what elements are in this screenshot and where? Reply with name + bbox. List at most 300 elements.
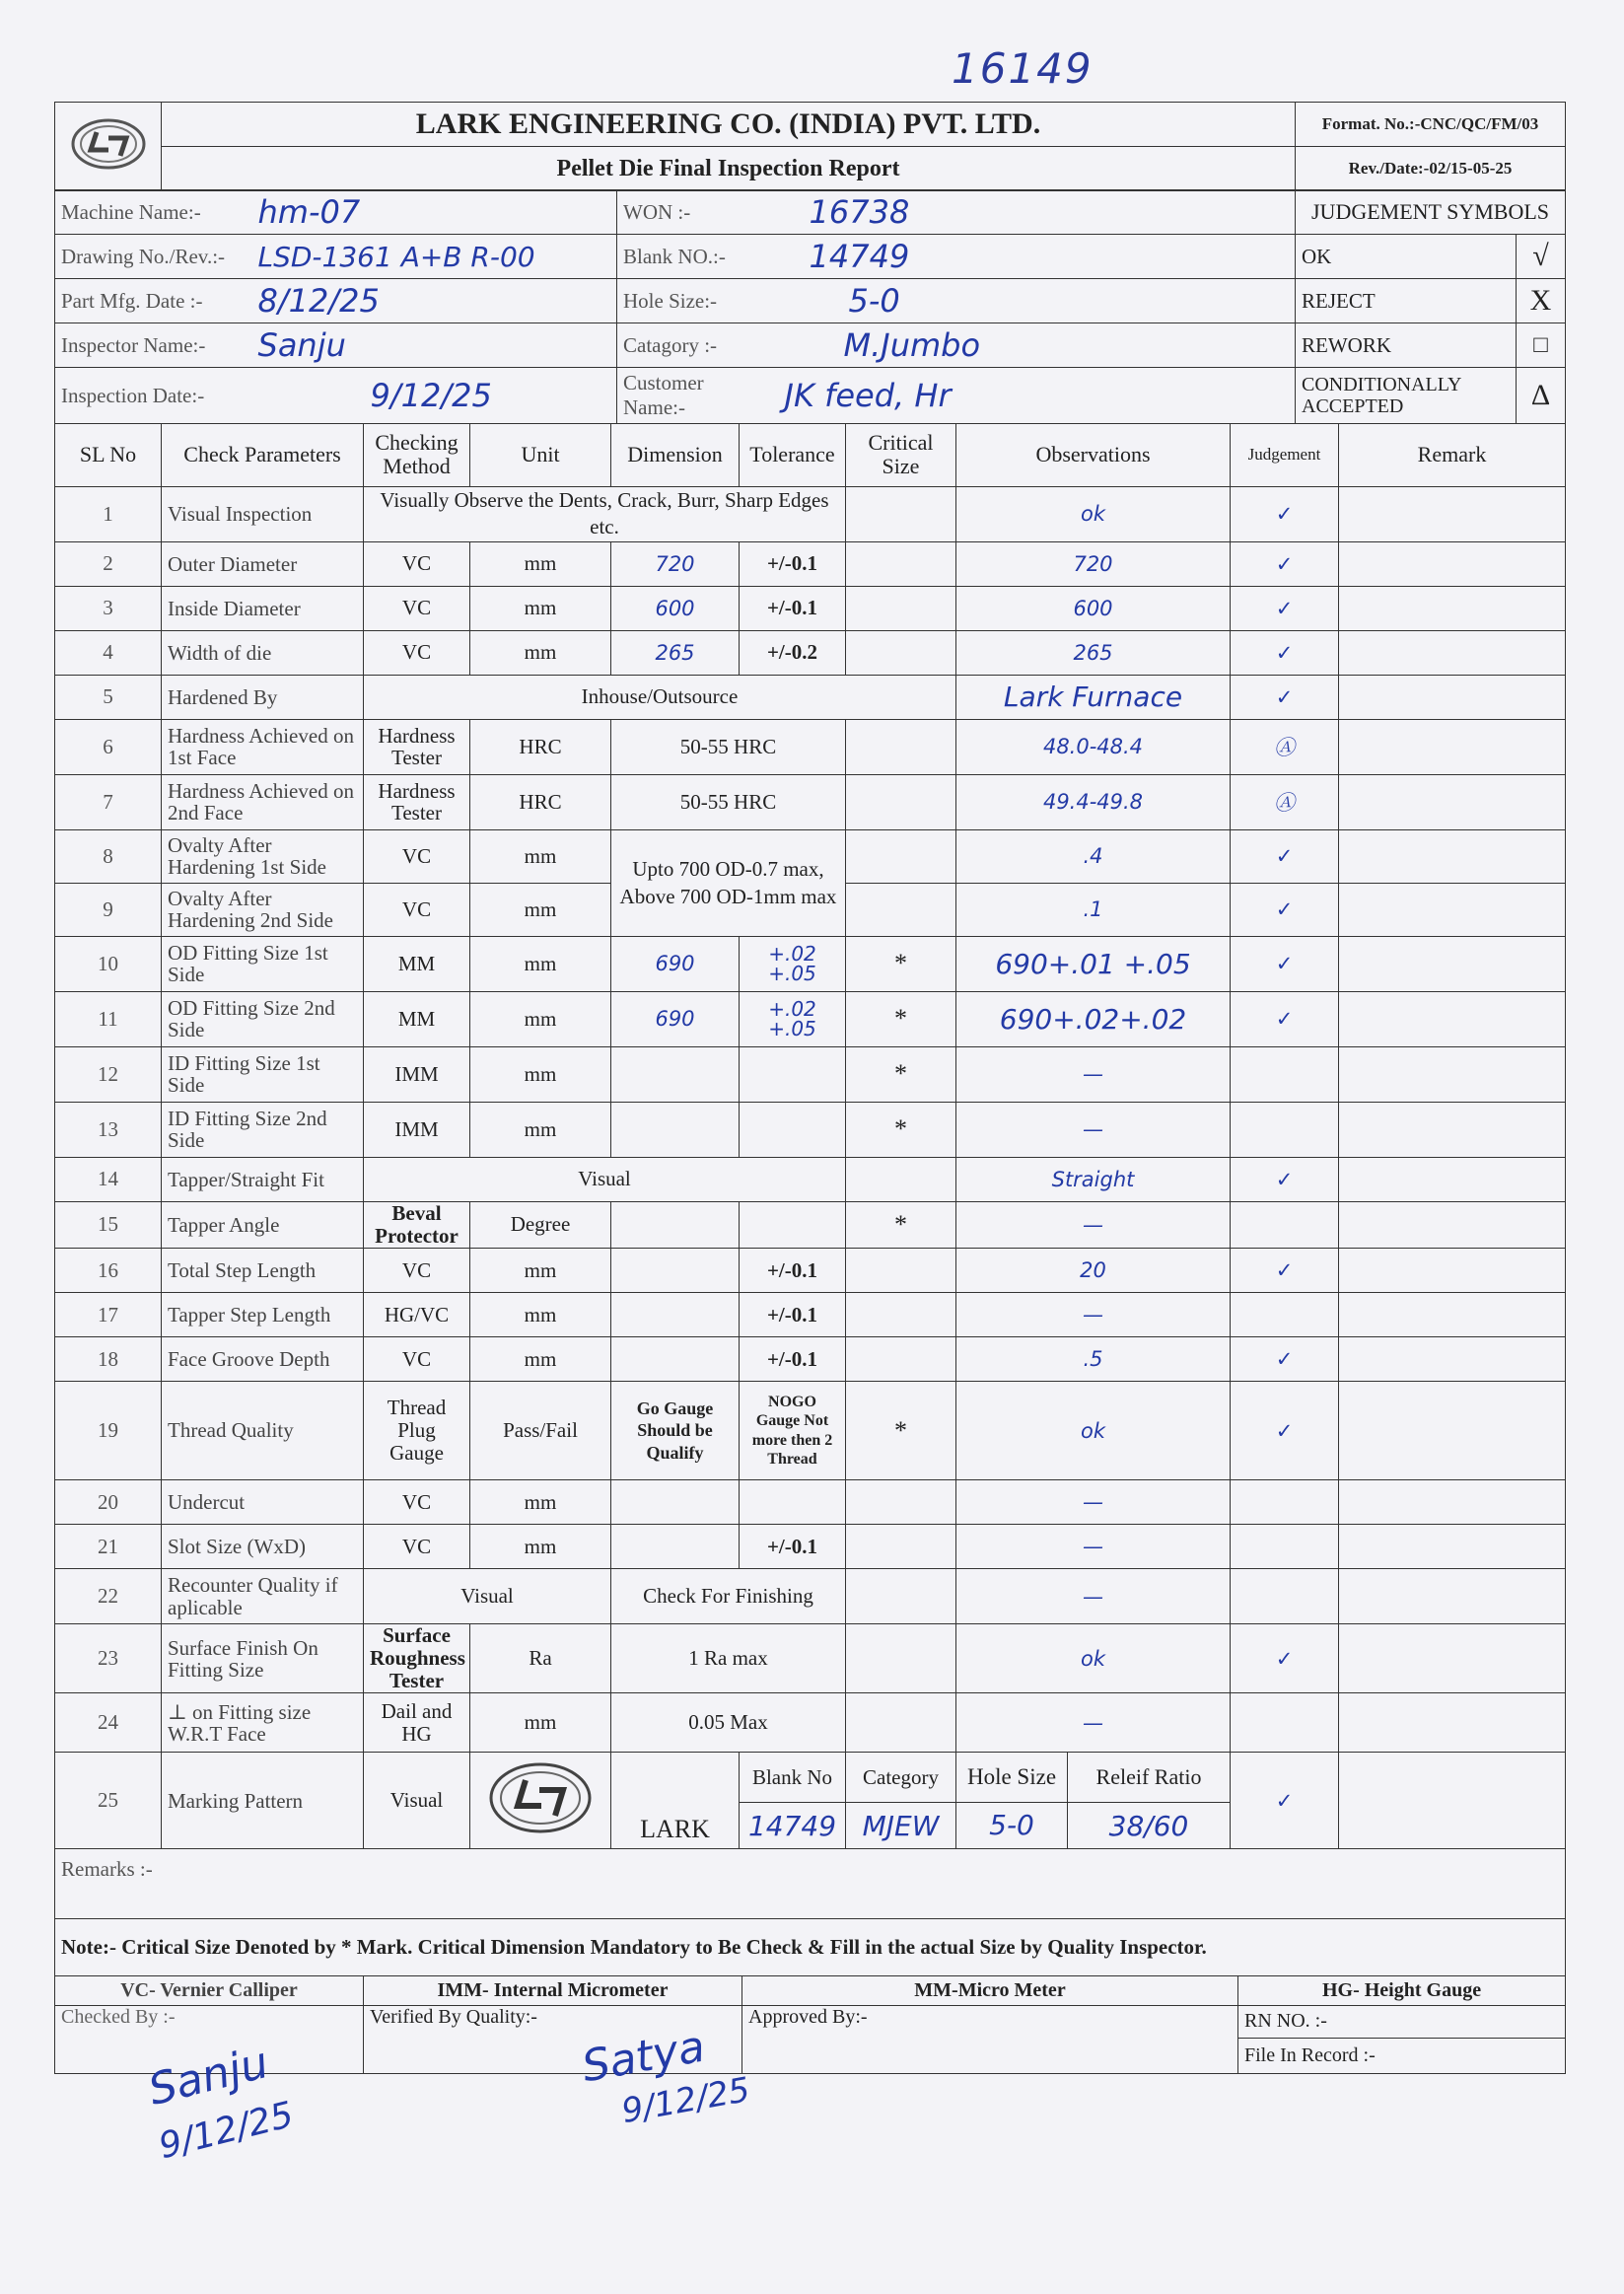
judgement-rework-symbol: □ xyxy=(1517,323,1566,368)
table-row xyxy=(55,1337,1566,1382)
table-row xyxy=(55,719,1566,774)
table-row xyxy=(55,1624,1566,1693)
table-row xyxy=(55,829,1566,883)
row-unit: mm xyxy=(470,936,611,991)
row-param: Face Groove Depth xyxy=(162,1337,364,1382)
row-param: Surface Finish On Fitting Size xyxy=(162,1624,364,1693)
row-observation: Straight xyxy=(956,1157,1231,1201)
row-method: VC xyxy=(364,1337,470,1382)
row-critical xyxy=(846,1624,956,1693)
row-tolerance: NOGO Gauge Not more then 2 Thread xyxy=(740,1382,846,1480)
row-dimension: 690 xyxy=(611,936,740,991)
table-row xyxy=(55,991,1566,1046)
row-remark xyxy=(1339,883,1566,936)
drawing-label: Drawing No./Rev.:- xyxy=(55,235,252,279)
row-observation: 49.4-49.8 xyxy=(956,774,1231,829)
col-dimension: Dimension xyxy=(611,423,740,486)
row-observation: 48.0-48.4 xyxy=(956,719,1231,774)
row-critical: * xyxy=(846,991,956,1046)
row-judgement: ✓ xyxy=(1231,936,1339,991)
row-dimension xyxy=(611,1525,740,1569)
row-critical xyxy=(846,1693,956,1753)
row-method: VC xyxy=(364,1480,470,1525)
row-remark xyxy=(1339,1249,1566,1293)
table-row xyxy=(55,486,1566,541)
customer-value: JK feed, Hr xyxy=(765,368,1296,424)
row-remark xyxy=(1339,1157,1566,1201)
table-row xyxy=(55,1102,1566,1157)
row-dimension xyxy=(611,1102,740,1157)
col-method: Checking Method xyxy=(364,423,470,486)
row-observation: — xyxy=(956,1293,1231,1337)
category-value: M.Jumbo xyxy=(765,323,1296,368)
critical-size-note: Note:- Critical Size Denoted by * Mark. Critical Dimension Mandatory to Be Check & Fill in the actual Size by Quality Inspector. xyxy=(55,1918,1566,1975)
blank-value: 14749 xyxy=(765,235,1296,279)
judgement-ok-label: OK xyxy=(1296,235,1517,279)
row-judgement: ✓ xyxy=(1231,829,1339,883)
row-tolerance: +/-0.2 xyxy=(740,630,846,675)
table-row xyxy=(55,1525,1566,1569)
row-sl: 13 xyxy=(55,1102,162,1157)
row-unit: mm xyxy=(470,1293,611,1337)
row-observation: 600 xyxy=(956,586,1231,630)
row-remark xyxy=(1339,774,1566,829)
row-observation: ok xyxy=(956,1382,1231,1480)
row-remark xyxy=(1339,1525,1566,1569)
marking-blank-header: Blank No xyxy=(740,1753,846,1803)
col-judgement: Judgement xyxy=(1231,423,1339,486)
info-table xyxy=(54,189,1566,424)
handwritten-report-number: 16149 xyxy=(952,44,1094,93)
col-sl: SL No xyxy=(55,423,162,486)
row-sl: 4 xyxy=(55,630,162,675)
row-param: Inside Diameter xyxy=(162,586,364,630)
row-observation: — xyxy=(956,1046,1231,1102)
table-row xyxy=(55,774,1566,829)
table-row xyxy=(55,1480,1566,1525)
row-observation: ok xyxy=(956,1624,1231,1693)
row-tolerance xyxy=(740,1201,846,1248)
row-judgement xyxy=(1231,1201,1339,1248)
lark-logo-icon xyxy=(69,116,148,172)
row-remark xyxy=(1339,1382,1566,1480)
row-dimension xyxy=(611,1201,740,1248)
format-number: Format. No.:-CNC/QC/FM/03 xyxy=(1296,103,1566,147)
row-critical: * xyxy=(846,1102,956,1157)
row-critical xyxy=(846,486,956,541)
marking-ratio-header: Releif Ratio xyxy=(1095,1764,1202,1790)
row-param: Width of die xyxy=(162,630,364,675)
col-unit: Unit xyxy=(470,423,611,486)
rev-date: Rev./Date:-02/15-05-25 xyxy=(1296,147,1566,191)
company-name: LARK ENGINEERING CO. (INDIA) PVT. LTD. xyxy=(162,103,1296,147)
row-observation: 20 xyxy=(956,1249,1231,1293)
row-dimension: 0.05 Max xyxy=(611,1693,846,1753)
row-tolerance: +.02 +.05 xyxy=(740,991,846,1046)
row-param: OD Fitting Size 2nd Side xyxy=(162,991,364,1046)
row-observation: — xyxy=(956,1525,1231,1569)
col-critical: Critical Size xyxy=(846,423,956,486)
row-remark xyxy=(1339,1480,1566,1525)
row-critical xyxy=(846,1157,956,1201)
row-dimension xyxy=(611,1249,740,1293)
row-observation: — xyxy=(956,1480,1231,1525)
judgement-cond-label: CONDITIONALLY ACCEPTED xyxy=(1296,368,1517,424)
row-sl: 8 xyxy=(55,829,162,883)
row-method: HG/VC xyxy=(364,1293,470,1337)
row-method-span: Visual xyxy=(364,1157,846,1201)
row-unit: mm xyxy=(470,1249,611,1293)
row-judgement xyxy=(1231,1525,1339,1569)
row-param: OD Fitting Size 1st Side xyxy=(162,936,364,991)
rn-no-label: RN NO. :- xyxy=(1238,2005,1566,2038)
row-method: Beval Protector xyxy=(364,1201,470,1248)
row-method: Hardness Tester xyxy=(364,774,470,829)
machine-name-value: hm-07 xyxy=(252,190,617,235)
row-method: VC xyxy=(364,829,470,883)
column-header-row xyxy=(55,423,1566,486)
machine-name-label: Machine Name:- xyxy=(55,190,252,235)
row-critical xyxy=(846,1293,956,1337)
row-observation: — xyxy=(956,1569,1231,1624)
row-remark xyxy=(1339,719,1566,774)
row-observation: 265 xyxy=(956,630,1231,675)
row-dimension: 50-55 HRC xyxy=(611,719,846,774)
row-observation: — xyxy=(956,1102,1231,1157)
row-unit: mm xyxy=(470,1525,611,1569)
row-sl: 3 xyxy=(55,586,162,630)
inspector-label: Inspector Name:- xyxy=(55,323,252,368)
row-critical xyxy=(846,1249,956,1293)
judgement-reject-symbol: X xyxy=(1517,279,1566,323)
row-param: Outer Diameter xyxy=(162,541,364,586)
row-sl: 18 xyxy=(55,1337,162,1382)
row-tolerance xyxy=(740,1046,846,1102)
row-method: Dail and HG xyxy=(364,1693,470,1753)
row-judgement: ✓ xyxy=(1231,1157,1339,1201)
row-dimension xyxy=(611,1480,740,1525)
row-remark xyxy=(1339,1693,1566,1753)
row-unit: mm xyxy=(470,1046,611,1102)
row-method-span: Inhouse/Outsource xyxy=(364,675,956,719)
footer-table xyxy=(54,1848,1566,2074)
row-sl: 23 xyxy=(55,1624,162,1693)
row-dimension xyxy=(611,1337,740,1382)
row-param: Hardness Achieved on 2nd Face xyxy=(162,774,364,829)
row-method-span: Visual xyxy=(364,1569,611,1624)
row-judgement: ✓ xyxy=(1231,630,1339,675)
row-param: Tapper/Straight Fit xyxy=(162,1157,364,1201)
row-dimension: 50-55 HRC xyxy=(611,774,846,829)
row-unit: Degree xyxy=(470,1201,611,1248)
row-observation: 690+.01 +.05 xyxy=(956,936,1231,991)
row-remark xyxy=(1339,1201,1566,1248)
part-mfg-value: 8/12/25 xyxy=(252,279,617,323)
row-unit: mm xyxy=(470,829,611,883)
marking-category-header: Category xyxy=(846,1753,956,1803)
judgement-cond-symbol: Δ xyxy=(1517,368,1566,424)
row-sl: 24 xyxy=(55,1693,162,1753)
row-judgement: ✓ xyxy=(1231,1337,1339,1382)
row-remark xyxy=(1339,675,1566,719)
row-critical xyxy=(846,541,956,586)
row-dimension: 600 xyxy=(611,586,740,630)
row-tolerance: +/-0.1 xyxy=(740,1525,846,1569)
file-in-record-label: File In Record :- xyxy=(1238,2038,1566,2073)
approved-by-label: Approved By:- xyxy=(742,2005,1238,2073)
row-unit: mm xyxy=(470,630,611,675)
blank-label: Blank NO.:- xyxy=(617,235,765,279)
row-remark xyxy=(1339,586,1566,630)
row-remark xyxy=(1339,936,1566,991)
marking-logo xyxy=(470,1753,611,1849)
row-remark xyxy=(1339,1753,1566,1849)
table-row xyxy=(55,1201,1566,1248)
row-observation: Lark Furnace xyxy=(956,675,1231,719)
row-observation: — xyxy=(956,1201,1231,1248)
marking-lark-text: LARK xyxy=(611,1753,740,1849)
row-param: Tapper Angle xyxy=(162,1201,364,1248)
row-remark xyxy=(1339,486,1566,541)
table-row xyxy=(55,1693,1566,1753)
row-tolerance xyxy=(740,1480,846,1525)
lark-marking-logo-icon xyxy=(486,1758,595,1837)
row-unit: HRC xyxy=(470,719,611,774)
judgement-rework-label: REWORK xyxy=(1296,323,1517,368)
legend-imm: IMM- Internal Micrometer xyxy=(364,1975,742,2005)
marking-ratio-value: 38/60 xyxy=(1108,1809,1189,1842)
row-sl: 9 xyxy=(55,883,162,936)
marking-category-value: MJEW xyxy=(846,1803,956,1849)
marking-hole-ratio-header xyxy=(956,1753,1231,1803)
col-param: Check Parameters xyxy=(162,423,364,486)
drawing-value: LSD-1361 A+B R-00 xyxy=(252,235,617,279)
row-sl: 1 xyxy=(55,486,162,541)
row-critical xyxy=(846,586,956,630)
row-sl: 17 xyxy=(55,1293,162,1337)
row-tolerance: +/-0.1 xyxy=(740,541,846,586)
row-remark xyxy=(1339,630,1566,675)
hole-size-label: Hole Size:- xyxy=(617,279,765,323)
row-judgement xyxy=(1231,1102,1339,1157)
inspection-date-label: Inspection Date:- xyxy=(55,368,252,424)
row-critical xyxy=(846,719,956,774)
row-observation: ok xyxy=(956,486,1231,541)
row-param: ID Fitting Size 2nd Side xyxy=(162,1102,364,1157)
row-dimension: 690 xyxy=(611,991,740,1046)
row-unit: Ra xyxy=(470,1624,611,1693)
table-row xyxy=(55,630,1566,675)
inspection-date-value: 9/12/25 xyxy=(252,368,617,424)
row-sl: 11 xyxy=(55,991,162,1046)
table-row xyxy=(55,1569,1566,1624)
col-remark: Remark xyxy=(1339,423,1566,486)
row-tolerance: +/-0.1 xyxy=(740,586,846,630)
row-param: Ovalty After Hardening 2nd Side xyxy=(162,883,364,936)
row-remark xyxy=(1339,541,1566,586)
row-critical xyxy=(846,630,956,675)
row-dimension: 720 xyxy=(611,541,740,586)
row-judgement: ✓ xyxy=(1231,883,1339,936)
row-param: ⊥ on Fitting size W.R.T Face xyxy=(162,1693,364,1753)
table-row xyxy=(55,1293,1566,1337)
row-remark xyxy=(1339,991,1566,1046)
row-param: Recounter Quality if aplicable xyxy=(162,1569,364,1624)
row-judgement: ✓ xyxy=(1231,1624,1339,1693)
row-unit: mm xyxy=(470,586,611,630)
hole-size-value: 5-0 xyxy=(765,279,1296,323)
won-label: WON :- xyxy=(617,190,765,235)
judgement-reject-label: REJECT xyxy=(1296,279,1517,323)
row-sl: 16 xyxy=(55,1249,162,1293)
row-dimension: Check For Finishing xyxy=(611,1569,846,1624)
row-method: Thread Plug Gauge xyxy=(364,1382,470,1480)
checked-by-label: Checked By :- xyxy=(55,2005,364,2073)
row-param: Total Step Length xyxy=(162,1249,364,1293)
row-sl: 6 xyxy=(55,719,162,774)
row-method: VC xyxy=(364,1525,470,1569)
row-sl: 20 xyxy=(55,1480,162,1525)
inspection-report-sheet xyxy=(54,102,1565,2074)
row-sl: 5 xyxy=(55,675,162,719)
table-row xyxy=(55,586,1566,630)
company-logo xyxy=(55,103,162,191)
row-critical xyxy=(846,1337,956,1382)
row-param: Thread Quality xyxy=(162,1382,364,1480)
row-method: IMM xyxy=(364,1102,470,1157)
row-unit: mm xyxy=(470,883,611,936)
part-mfg-label: Part Mfg. Date :- xyxy=(55,279,252,323)
row-remark xyxy=(1339,1337,1566,1382)
judgement-ok-symbol: √ xyxy=(1517,235,1566,279)
judgement-symbols-title: JUDGEMENT SYMBOLS xyxy=(1296,190,1566,235)
header-table xyxy=(54,102,1566,191)
col-observations: Observations xyxy=(956,423,1231,486)
table-row xyxy=(55,1157,1566,1201)
row-param: Undercut xyxy=(162,1480,364,1525)
row-judgement: ✓ xyxy=(1231,1753,1339,1849)
marking-blank-value: 14749 xyxy=(740,1803,846,1849)
legend-vc: VC- Vernier Calliper xyxy=(55,1975,364,2005)
row-judgement xyxy=(1231,1046,1339,1102)
legend-hg: HG- Height Gauge xyxy=(1238,1975,1566,2005)
table-row xyxy=(55,936,1566,991)
row-critical: * xyxy=(846,1046,956,1102)
row-unit: mm xyxy=(470,1480,611,1525)
table-row xyxy=(55,675,1566,719)
row-tolerance: +/-0.1 xyxy=(740,1249,846,1293)
row-unit: mm xyxy=(470,991,611,1046)
row-dimension xyxy=(611,1293,740,1337)
col-tolerance: Tolerance xyxy=(740,423,846,486)
marking-hole-ratio-values xyxy=(956,1803,1231,1849)
row-remark xyxy=(1339,829,1566,883)
row-param: Slot Size (WxD) xyxy=(162,1525,364,1569)
verified-by-signature: Satya xyxy=(578,2021,709,2093)
legend-mm: MM-Micro Meter xyxy=(742,1975,1238,2005)
row-method: Hardness Tester xyxy=(364,719,470,774)
row-judgement xyxy=(1231,1293,1339,1337)
row-dimension: 265 xyxy=(611,630,740,675)
row-judgement: ✓ xyxy=(1231,991,1339,1046)
row-method: VC xyxy=(364,586,470,630)
row-judgement xyxy=(1231,1693,1339,1753)
row-tolerance: +/-0.1 xyxy=(740,1293,846,1337)
row-critical: * xyxy=(846,1382,956,1480)
row-judgement xyxy=(1231,1480,1339,1525)
row-tolerance xyxy=(740,1102,846,1157)
row-judgement: ✓ xyxy=(1231,1382,1339,1480)
row-judgement: ✓ xyxy=(1231,1249,1339,1293)
category-label: Catagory :- xyxy=(617,323,765,368)
checked-by-signature: Sanju xyxy=(143,2037,274,2116)
row-judgement: ✓ xyxy=(1231,586,1339,630)
row-method: VC xyxy=(364,883,470,936)
row-sl: 22 xyxy=(55,1569,162,1624)
row-method: MM xyxy=(364,936,470,991)
row-unit: HRC xyxy=(470,774,611,829)
row-unit: mm xyxy=(470,541,611,586)
row-unit: mm xyxy=(470,1102,611,1157)
row-observation: .1 xyxy=(956,883,1231,936)
inspector-value: Sanju xyxy=(252,323,617,368)
customer-label: Customer Name:- xyxy=(617,368,765,424)
row-critical xyxy=(846,883,956,936)
row-param: Hardness Achieved on 1st Face xyxy=(162,719,364,774)
row-method: VC xyxy=(364,541,470,586)
table-row xyxy=(55,1382,1566,1480)
row-method-span: Visually Observe the Dents, Crack, Burr, Sharp Edges etc. xyxy=(364,486,846,541)
row-observation: .4 xyxy=(956,829,1231,883)
row-sl: 7 xyxy=(55,774,162,829)
row-sl: 25 xyxy=(55,1753,162,1849)
row-critical: * xyxy=(846,1201,956,1248)
row-method: Visual xyxy=(364,1753,470,1849)
row-sl: 12 xyxy=(55,1046,162,1102)
row-param: Visual Inspection xyxy=(162,486,364,541)
row-critical xyxy=(846,774,956,829)
row-method: MM xyxy=(364,991,470,1046)
row-remark xyxy=(1339,1569,1566,1624)
row-critical xyxy=(846,1480,956,1525)
table-row-marking xyxy=(55,1753,1566,1803)
row-dimension: 1 Ra max xyxy=(611,1624,846,1693)
row-critical: * xyxy=(846,936,956,991)
report-subtitle: Pellet Die Final Inspection Report xyxy=(162,147,1296,191)
table-row xyxy=(55,541,1566,586)
row-observation: 690+.02+.02 xyxy=(956,991,1231,1046)
checked-by-signature-date: 9/12/25 xyxy=(155,2094,298,2168)
row-unit: Pass/Fail xyxy=(470,1382,611,1480)
inspection-table xyxy=(54,423,1566,1849)
row-dimension: Go Gauge Should be Qualify xyxy=(611,1382,740,1480)
row-remark xyxy=(1339,1102,1566,1157)
marking-hole-value: 5-0 xyxy=(956,1803,1068,1848)
row-remark xyxy=(1339,1624,1566,1693)
row-sl: 19 xyxy=(55,1382,162,1480)
row-tolerance: +/-0.1 xyxy=(740,1337,846,1382)
row-method: IMM xyxy=(364,1046,470,1102)
row-remark xyxy=(1339,1046,1566,1102)
row-dimension xyxy=(611,1046,740,1102)
row-critical xyxy=(846,829,956,883)
marking-hole-header: Hole Size xyxy=(956,1753,1068,1802)
table-row xyxy=(55,1046,1566,1102)
row-critical xyxy=(846,1525,956,1569)
row-judgement xyxy=(1231,1569,1339,1624)
row-method: VC xyxy=(364,630,470,675)
row-judgement: ✓ xyxy=(1231,541,1339,586)
